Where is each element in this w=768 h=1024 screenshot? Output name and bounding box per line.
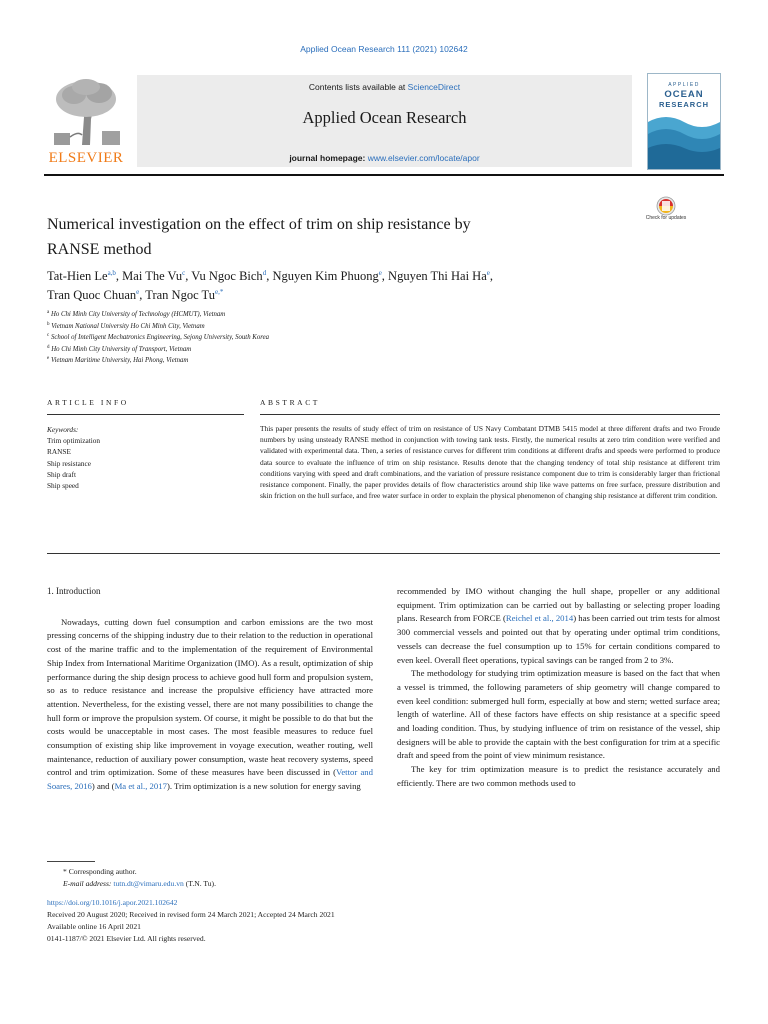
keyword: Ship speed <box>47 481 79 491</box>
affiliation: $^a$ Ho Chi Minh City University of Technology (HCMUT), Vietnam <box>47 310 226 318</box>
cover-line3: RESEARCH <box>658 100 710 109</box>
contents-line <box>137 82 632 92</box>
homepage-link[interactable]: www.elsevier.com/locate/apor <box>367 153 480 163</box>
cover-line2: OCEAN <box>664 89 704 100</box>
email-link[interactable]: tutn.dt@vimaru.edu.vn <box>113 879 184 888</box>
keyword: Ship draft <box>47 469 76 479</box>
corresponding-author-note: * Corresponding author. <box>63 867 137 876</box>
paragraph: recommended by IMO without changing the hull shape, propeller or any additional equipment. Trim optimization can be carried out by ballasting or selecting proper loading plans. Research from FORCE (Reichel et al., 2014) has been carried out trim tests for almost 300 commercial vessels and pointed out that by operating under optimal trim conditions, vessels can decrease the fuel consumption up to 15% for certain conditions compared to even keel. Overall fleet operations, typical savings can be ranged from 2 to 3%. <box>397 586 720 665</box>
abstract-rule <box>260 414 720 415</box>
copyright-line: 0141-1187/© 2021 Elsevier Ltd. All rights reserved. <box>47 934 206 943</box>
citation-link[interactable]: Ma et al., 2017 <box>114 781 167 792</box>
doi-link[interactable]: https://doi.org/10.1016/j.apor.2021.102642 <box>47 898 178 907</box>
abstract-text: This paper presents the results of study effect of trim on resistance of US Navy Combatant DTMB 5415 model at three different drafts and two Froude numbers by using unsteady RANSE method in conjunction with towing tank tests. Firstly, the numerical results at zero trim condition were verified and validated with experimental data. Then, a series of resistance curves for different trim conditions at different drafts and speeds were performed to produce data source to evaluate the influence of trim on ship resistance. Results denote that the changing tendency of total ship resistance at different trim conditions varying with speed and draft combinations, and the variation of pressure resistance component due to trim is considerably larger than frictional resistance component. Finally, the paper provides details of flow characteristics around ship like wave patterns on free surface, pressure distribution and skin friction on the hull surface, and free water surface in order to explain the physical phenomenon of changing ship resistance at different trim condition. <box>260 424 720 501</box>
elsevier-tree-icon <box>44 75 128 147</box>
contents-prefix: Contents lists available at <box>308 82 408 92</box>
elsevier-logo[interactable] <box>44 75 128 167</box>
article-title <box>47 212 607 262</box>
paragraph: Nowadays, cutting down fuel consumption and carbon emissions are the two most pressing concerns of the shipping industry due to their relation to the reduction in operational cost of the marine traffic and to the implementation of the requirement of Environmental Ship Index from International Maritime Organization (IMO). As a result, optimization of ship performance during the ship design process to achieve good hull form and propulsion system, so as to reduce resistance and increase the propulsive efficiency have attracted more attention. Nevertheless, for the existing vessel, there are not many possibilities to change the hull form or improve the propulsion system. Of course, it might be possible to do that but the costs would be unacceptable in most cases. The most feasible measures to reduce fuel consumption of existing ship like improvement in voyage execution, weather routing, well maintenance, reduction of auxiliary power consumption, waste heat recovery systems, speed control and trim optimization. Some of these measures have been discussed in (Vettor and Soares, 2016) and (Ma et al., 2017). Trim optimization is a new solution for energy saving <box>47 616 373 792</box>
article-info-rule <box>47 414 244 415</box>
cover-line1: APPLIED <box>668 82 700 88</box>
crossmark-icon <box>645 196 687 216</box>
abstract-bottom-rule <box>47 553 720 554</box>
author[interactable]: Tran Quoc Chuan$^e$ <box>47 288 140 302</box>
header-rule <box>44 174 724 176</box>
keyword: Ship resistance <box>47 458 91 468</box>
sciencedirect-link[interactable]: ScienceDirect <box>407 82 461 92</box>
keywords-block <box>47 424 247 491</box>
cover-wave-icon <box>648 112 720 169</box>
journal-title: Applied Ocean Research <box>302 108 467 127</box>
received-dates: Received 20 August 2020; Received in revised form 24 March 2021; Accepted 24 March 2021 <box>47 910 335 919</box>
paragraph: The key for trim optimization measure is to predict the resistance accurately and efficiently. There are two common methods used to <box>397 764 720 788</box>
journal-masthead <box>137 75 632 167</box>
keyword: Trim optimization <box>47 436 101 446</box>
author[interactable]: Nguyen Kim Phuong$^e$ <box>272 269 382 283</box>
title-line-1: Numerical investigation on the effect of trim on ship resistance by <box>47 216 471 233</box>
author[interactable]: Vu Ngoc Bich$^d$ <box>191 269 267 283</box>
author[interactable]: Nguyen Thi Hai Ha$^e$ <box>388 269 490 283</box>
section-heading: 1. Introduction <box>47 586 101 596</box>
author-list: Tat-Hien Le$^{a,b}$, Mai The Vu$^c$, Vu Ngoc Bich$^d$, Nguyen Kim Phuong$^e$, Nguyen Thi Hai Ha$^e$, Tran Quoc Chuan$^e$, Tran Ngoc $Tu^{e,*}$ <box>47 269 493 302</box>
affiliation: $^d$ Ho Chi Minh City University of Transport, Vietnam <box>47 344 192 353</box>
affiliation: $^e$ Vietnam Maritime University, Hai Phong, Vietnam <box>47 356 189 364</box>
paragraph: The methodology for studying trim optimization measure is based on the fact that when a vessel is trimmed, the following parameters of ship geometry will change compared to even keel condition: submerged hull form, especially at bow and stern; wetted surface area; length of waterline. All of these factors have effects on ship resistance at a specific speed and loading condition. Thus, by studying influence of trim on resistance of the vessel, ship designers will be able to provide the captain with the best configuration for trim at a specific draft and speed from the point of view minimum resistance. <box>397 668 720 761</box>
cover-title <box>654 80 714 110</box>
crossmark-label: Check for updates <box>645 215 687 221</box>
body-column-right <box>397 585 720 791</box>
footnote-rule <box>47 861 95 862</box>
title-line-2: RANSE method <box>47 241 152 258</box>
homepage-line <box>137 153 632 163</box>
abstract-heading: ABSTRACT <box>260 398 320 407</box>
footnotes <box>47 866 707 945</box>
keyword: RANSE <box>47 447 71 457</box>
author[interactable]: Tat-Hien Le$^{a,b}$ <box>47 269 116 283</box>
homepage-prefix: journal homepage: <box>289 153 368 163</box>
body-column-left <box>47 585 373 794</box>
journal-cover[interactable] <box>647 73 721 170</box>
elsevier-wordmark: ELSEVIER <box>48 150 124 166</box>
check-for-updates-badge[interactable] <box>645 196 687 234</box>
affiliation: $^c$ School of Intelligent Mechatronics Engineering, Sejong University, South Korea <box>47 333 270 341</box>
affiliation: $^b$ Vietnam National University Ho Chi Minh City, Vietnam <box>47 321 205 330</box>
available-online: Available online 16 April 2021 <box>47 922 141 931</box>
affiliations <box>47 309 647 367</box>
citation-link[interactable]: Vettor and Soares, 2016 <box>47 767 373 792</box>
author[interactable]: Tran Ngoc $Tu^{e,*}$ <box>145 288 224 302</box>
journal-reference[interactable]: Applied Ocean Research 111 (2021) 102642 <box>300 44 468 54</box>
email-note: E-mail address: tutn.dt@vimaru.edu.vn (T.N. Tu). <box>63 879 216 888</box>
article-info-heading: ARTICLE INFO <box>47 398 129 407</box>
author[interactable]: Mai The Vu$^c$ <box>122 269 186 283</box>
citation-link[interactable]: Reichel et al., 2014 <box>505 613 574 624</box>
keywords-label: Keywords: <box>47 425 79 434</box>
